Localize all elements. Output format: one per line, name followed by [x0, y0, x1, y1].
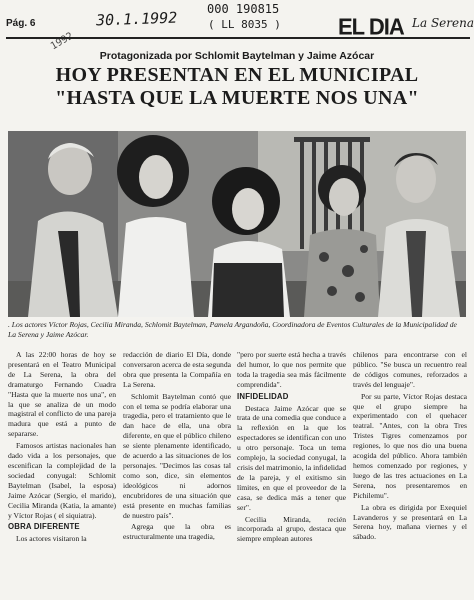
page-number: Pág. 6: [6, 18, 36, 29]
article-column-1: [8, 350, 116, 546]
article-column-3: [237, 350, 346, 546]
article-column-4: [353, 350, 467, 544]
col4-paragraph-3: La obra es dirigida por Exequiel Lavanderos y se presentará en La Serena hoy, mañana viernes y el sábado.: [353, 502, 467, 542]
col1-paragraph-3: Los actores visitaron la: [16, 534, 87, 544]
col2-paragraph-2: Schlomit Baytelman contó que con el tema se podría elaborar una tragedia, pero el tratamiento que le dan hace de ella, una obra diferente, en que el público chileno se siente plenamente identificado, de acuerdo a las situaciones de los personajes. "Decimos las cosas tal como son, dice, sin elementos ideológicos ni adornos encubridores de una situación que está presente en muchas familias de nuestro país".: [123, 391, 231, 520]
article-kicker: Protagonizada por Schlomit Baytelman y Jaime Azócar: [99, 50, 375, 62]
col4-paragraph-2: Por su parte, Víctor Rojas destaca que el grupo siempre ha experimentado con el quehacer teatral. "Antes, con la obra Tres Tristes Tigres comenzamos por regiones, lo que nos dio una buena acogida del público. Ahora también hemos comenzado por regiones, y luego de las tres actuaciones en La Serena, nos presentaremos en Pichilemu".: [353, 391, 467, 500]
col3-paragraph-3: Cecilia Miranda, recién incorporada al grupo, destaca que siempre emplean autores: [237, 514, 346, 544]
archive-code: 000 190815: [207, 2, 280, 16]
photo-caption: . Los actores Víctor Rojas, Cecilia Miranda, Schlomit Baytelman, Pamela Argandoña, Coordinadora de Eventos Culturales de la Municipalidad de La Serena y Jaime Azócar.: [8, 320, 457, 339]
col1-subheading: OBRA DIFERENTE: [8, 522, 80, 532]
col4-paragraph-1: chilenos para encontrarse con el público. "Se busca un recuentro real de códigos comunes, reforzados a través del lenguaje".: [353, 350, 467, 389]
headline-line-2: "HASTA QUE LA MUERTE NOS UNA": [55, 87, 419, 109]
archive-code-sub: ( LL 8035 ): [208, 18, 281, 31]
newspaper-masthead: EL DIA: [338, 13, 404, 40]
col3-paragraph-1: "pero por suerte está hecha a través del humor, lo que nos permite que toda la tragedia sea más fácilmente comprendida".: [237, 350, 346, 389]
col3-subheading: INFIDELIDAD: [237, 391, 289, 401]
col2-paragraph-3: Agrega que la obra es estructuralmente una tragedia,: [123, 522, 231, 542]
article-column-2: [123, 350, 231, 544]
header-rule: [6, 37, 470, 39]
group-photo-image: [8, 131, 466, 317]
handwritten-year: 1992: [48, 30, 76, 53]
handwritten-city: La Serena: [412, 16, 474, 30]
col1-paragraph-2: Famosos artistas nacionales han dado vida a los personajes, que escenifican la complejidad de la sociedad conyugal: Schlomit Baytelman (Isabel, la esposa) Jaime Azócar (Sergio, el marido), Cecilia Miranda (Katia, la amante) y Víctor Rojas ( el siquiatra).: [8, 441, 116, 520]
handwritten-date: 30.1.1992: [95, 8, 178, 30]
col3-paragraph-2: Destaca Jaime Azócar que se trata de una comedia que conduce a la reflexión en la que los espectadores se identifican con uno u otro personaje. Toca un tema complejo, la sociedad conyugal, la crisis del matrimonio, la infidelidad de la pareja, y el exitismo sin límites, en que el proveedor de la casa, se dedica más a tener que ser".: [237, 403, 346, 512]
headline-line-1: HOY PRESENTAN EN EL MUNICIPAL: [55, 64, 419, 86]
article-headline: [10, 64, 464, 110]
group-photo: [8, 131, 466, 317]
col1-paragraph-1: A las 22:00 horas de hoy se presentará en el Teatro Municipal de La Serena, la obra del dramaturgo Fernando Cuadra "Hasta que la muerte nos una", en la que se analiza de un modo magistral el conflicto de una pareja madura que está a punto de separarse.: [8, 350, 116, 439]
col2-paragraph-1: redacción de diario El Día, donde conversaron acerca de esta segunda obra que presenta la Compañía en La Serena.: [123, 350, 231, 389]
